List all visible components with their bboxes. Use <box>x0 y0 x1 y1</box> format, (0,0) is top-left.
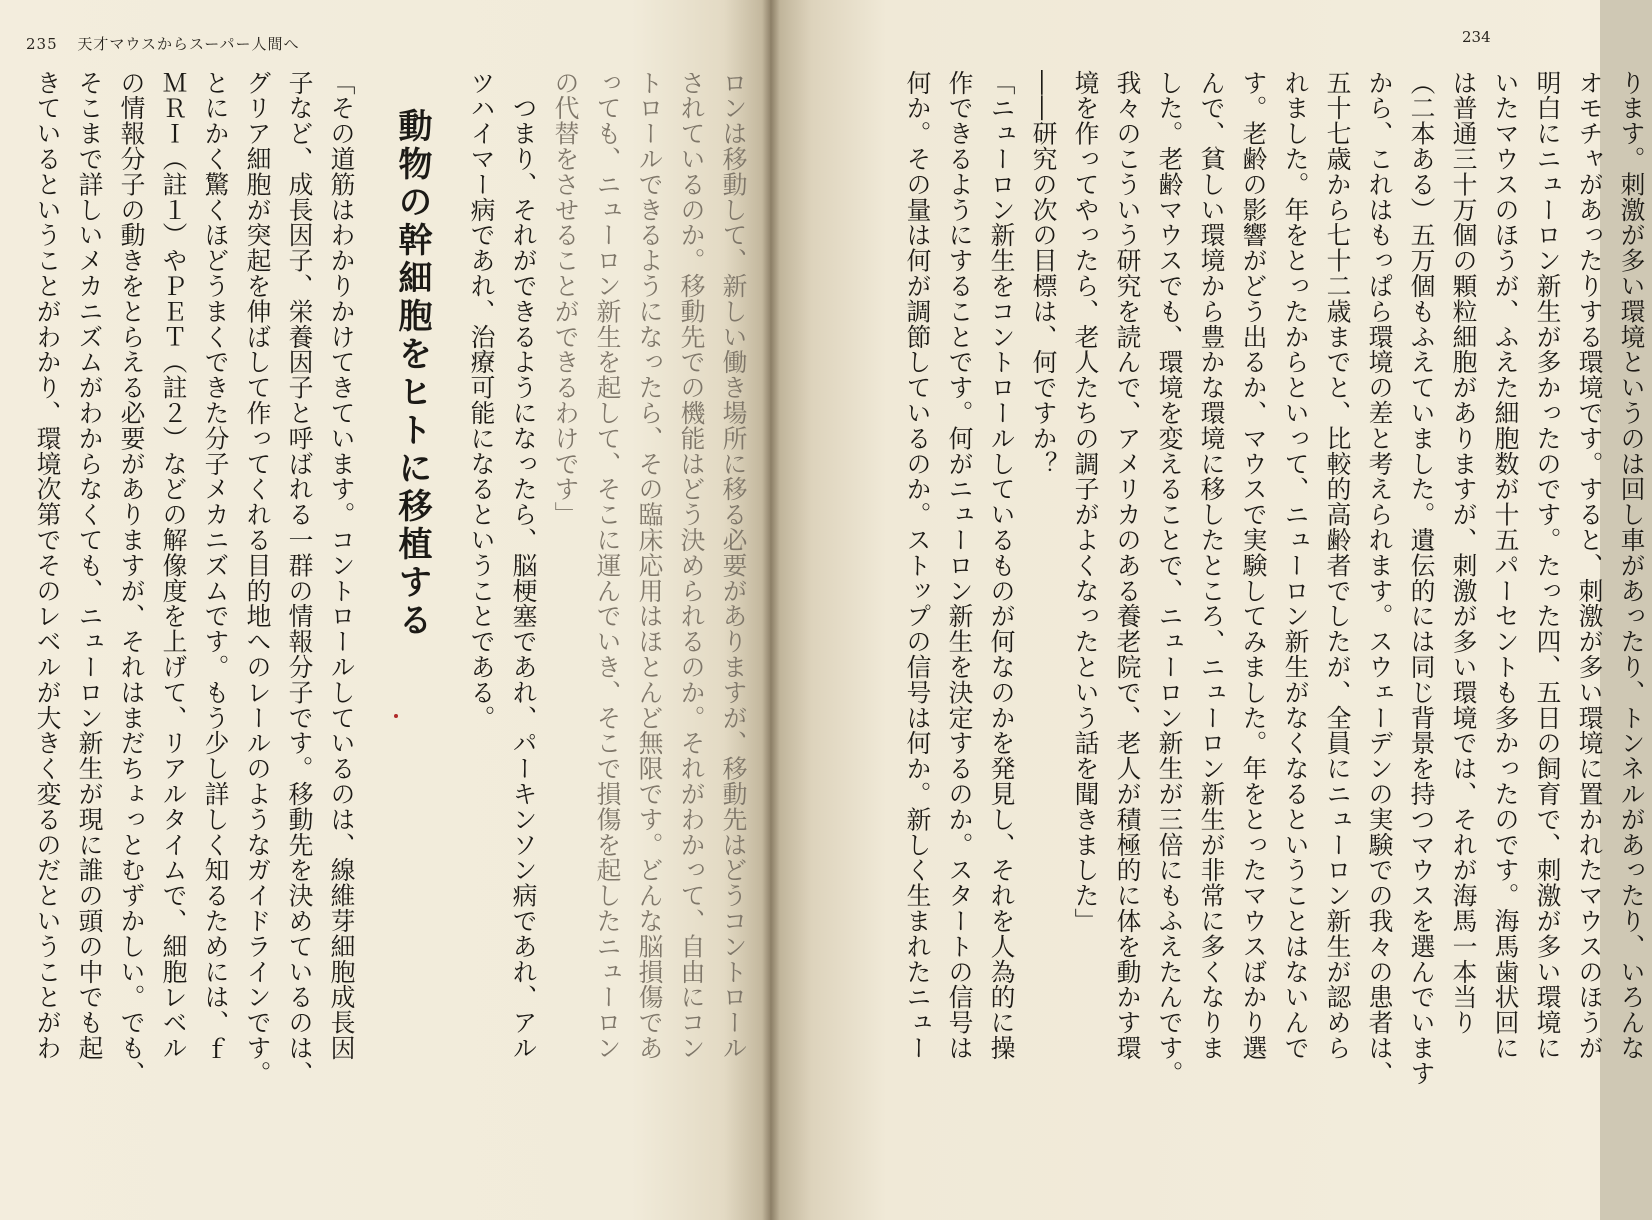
text-line: から、これはもっぱら環境の差と考えられます。スウェーデンの実験での我々の患者は、 <box>1365 70 1394 1086</box>
text-line: オモチャがあったりする環境です。すると、刺激が多い環境に置かれたマウスのほうが <box>1575 70 1604 1061</box>
text-line: （二本ある）五万個もふえていました。遺伝的には同じ背景を持つマウスを選んでいます <box>1407 70 1436 1086</box>
text-line: 作できるようにすることです。何がニューロン新生を決定するのか。スタートの信号は <box>945 70 974 1061</box>
text-line: ツハイマー病であれ、治療可能になるということである。 <box>467 70 496 731</box>
text-line: きているということがわかり、環境次第でそのレベルが大きく変るのだということがわ <box>33 70 62 1061</box>
right-text-column <box>896 70 1652 1202</box>
text-line: 子など、成長因子、栄養因子と呼ばれる一群の情報分子です。移動先を決めているのは、 <box>285 70 314 1086</box>
running-title: 天才マウスからスーパー人間へ <box>77 35 300 53</box>
text-line: す。老齢の影響がどう出るか、マウスで実験してみました。年をとったマウスばかり選 <box>1239 70 1268 1061</box>
section-heading: 動物の幹細胞をヒトに移植する <box>392 108 432 640</box>
left-paragraph-column <box>26 70 362 1202</box>
text-line: とにかく驚くほどうまくできた分子メカニズムです。もう少し詳しく知るためには、ｆ <box>201 70 230 1061</box>
text-line: つまり、それができるようになったら、脳梗塞であれ、パーキンソン病であれ、アル <box>509 70 538 1061</box>
running-head <box>26 33 299 54</box>
text-line: そこまで詳しいメカニズムがわからなくても、ニューロン新生が現に誰の頭の中でも起 <box>75 70 104 1061</box>
text-line: 境を作ってやったら、老人たちの調子がよくなったという話を聞きました」 <box>1071 70 1100 934</box>
text-line: した。老齢マウスでも、環境を変えることで、ニューロン新生が三倍にもふえたんです。 <box>1155 70 1184 1086</box>
text-line: されているのか。移動先での機能はどう決められるのか。それがわかって、自由にコン <box>677 70 706 1061</box>
right-page <box>770 0 1646 1220</box>
text-line: グリア細胞が突起を伸ばして作ってくれる目的地へのレールのようなガイドラインです。 <box>243 70 272 1086</box>
text-line: の代替をさせることができるわけです」 <box>551 70 580 528</box>
page-number-left: 235 <box>26 35 58 53</box>
ink-speck <box>394 714 398 718</box>
text-line: 我々のこういう研究を読んで、アメリカのある養老院で、老人が積極的に体を動かす環 <box>1113 70 1142 1061</box>
left-page <box>0 0 770 1220</box>
text-line: 「ニューロン新生をコントロールしているものが何なのかを発見し、それを人為的に操 <box>987 70 1016 1061</box>
text-line: ります。刺激が多い環境というのは回し車があったり、トンネルがあったり、いろんな <box>1617 70 1646 1061</box>
left-continuation-column <box>460 70 754 1202</box>
text-line: っても、ニューロン新生を起して、そこに運んでいき、そこで損傷を起したニューロン <box>593 70 622 1061</box>
text-line: れました。年をとったからといって、ニューロン新生がなくなるということはないんで <box>1281 70 1310 1061</box>
page-number-right: 234 <box>1462 28 1491 46</box>
text-line: ロンは移動して、新しい働き場所に移る必要がありますが、移動先はどうコントロール <box>719 70 748 1061</box>
book-gutter <box>762 0 780 1220</box>
text-line: んで、貧しい環境から豊かな環境に移したところ、ニューロン新生が非常に多くなりま <box>1197 70 1226 1061</box>
text-line: ――研究の次の目標は、何ですか？ <box>1029 70 1058 477</box>
text-line: トロールできるようになったら、その臨床応用はほとんど無限です。どんな脳損傷であ <box>635 70 664 1061</box>
text-line: 明白にニューロン新生が多かったのです。たった四、五日の飼育で、刺激が多い環境に <box>1533 70 1562 1061</box>
text-line: 「その道筋はわかりかけてきています。コントロールしているのは、線維芽細胞成長因 <box>327 70 356 1061</box>
text-line: の情報分子の動きをとらえる必要がありますが、それはまだちょっとむずかしい。でも、 <box>117 70 146 1086</box>
text-line: 五十七歳から七十二歳までと、比較的高齢者でしたが、全員にニューロン新生が認めら <box>1323 70 1352 1061</box>
text-line: いたマウスのほうが、ふえた細胞数が十五パーセントも多かったのです。海馬歯状回に <box>1491 70 1520 1061</box>
text-line: ＭＲＩ（註１）やＰＥＴ（註２）などの解像度を上げて、リアルタイムで、細胞レベル <box>159 70 188 1061</box>
text-line: は普通三十万個の顆粒細胞がありますが、刺激が多い環境では、それが海馬一本当り <box>1449 70 1478 1036</box>
text-line: 何か。その量は何が調節しているのか。ストップの信号は何か。新しく生まれたニュー <box>903 70 932 1061</box>
